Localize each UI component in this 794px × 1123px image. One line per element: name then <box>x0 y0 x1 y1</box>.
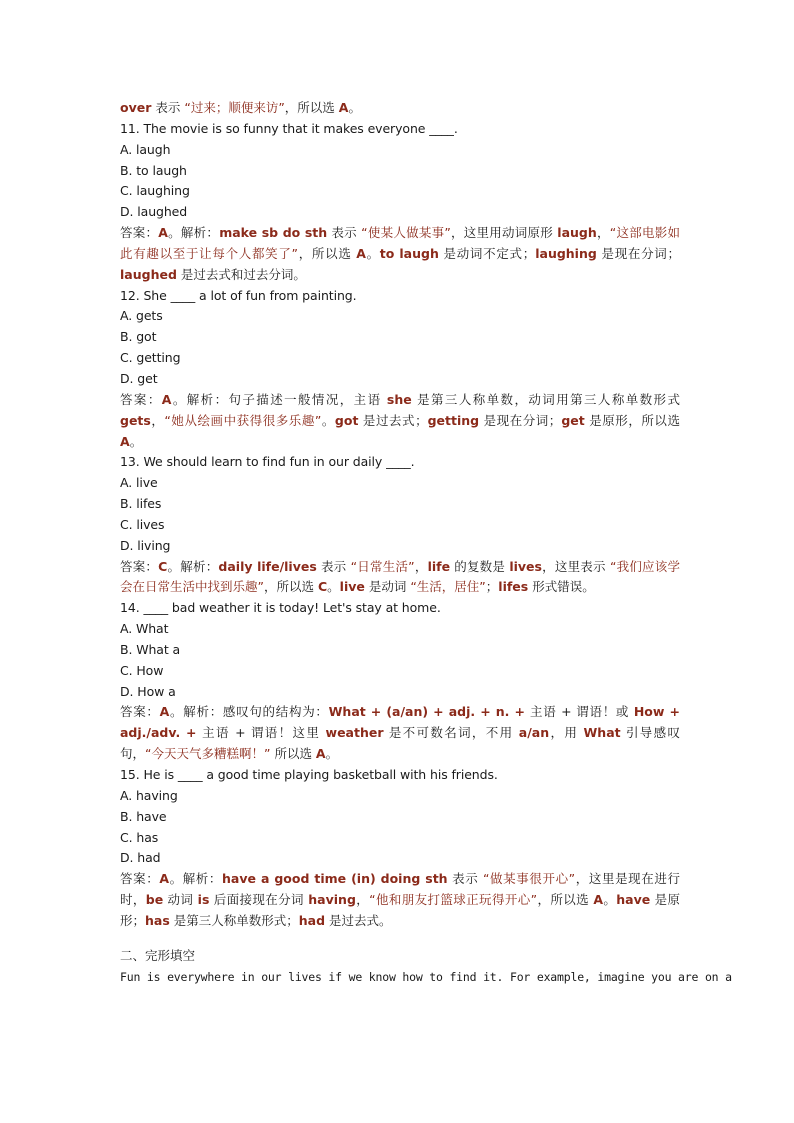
answer-explanation: 答案：A。解析：句子描述一般情况，主语 she 是第三人称单数，动词用第三人称单数形式 gets，“她从绘画中获得很多乐趣”。got 是过去式；getting 是现在分词；get 是原形，所以选 A。 <box>120 391 680 449</box>
previous-answer-tail: over 表示 “过来；顺便来访”，所以选 A。 <box>120 100 361 115</box>
question-stem: 15. He is ____ a good time playing basketball with his friends. <box>120 767 498 782</box>
question-stem: 14. ____ bad weather it is today! Let's stay at home. <box>120 600 441 616</box>
option-d: D. living <box>120 537 171 553</box>
passage-first-line: Fun is everywhere in our lives if we know how to find it. For example, imagine you are on a <box>120 969 732 984</box>
option-a: A. having <box>120 787 178 803</box>
option-b: B. to laugh <box>120 162 187 178</box>
option-b: B. What a <box>120 641 181 657</box>
answer-explanation: 答案：A。解析：have a good time (in) doing sth 表示 “做某事很开心”，这里是现在进行时，be 动词 is 后面接现在分词 having，“他和朋友打篮球正玩得开心”，所以选 A。have 是原形；has 是第三人称单数形式；had 是过去式。 <box>120 871 680 928</box>
option-d: D. had <box>120 850 161 866</box>
option-d: D. laughed <box>120 204 188 220</box>
answer-explanation: 答案：A。解析：感叹句的结构为：What + (a/an) + adj. + n. + 主语 + 谓语！或 How + adj./adv. + 主语 + 谓语！这里 weather 是不可数名词，不用 a/an，用 What 引导感叹句，“今天天气多糟糕啊！” 所以选 A。 <box>120 704 680 762</box>
answer-explanation: 答案：C。解析：daily life/lives 表示 “日常生活”，life 的复数是 lives，这里表示 “我们应该学会在日常生活中找到乐趣”，所以选 C。live 是动词 “生活，居住”；lifes 形式错误。 <box>120 558 680 595</box>
answer-explanation: 答案：A。解析：make sb do sth 表示 “使某人做某事”，这里用动词原形 laugh，“这部电影如此有趣以至于让每个人都笑了”，所以选 A。to laugh 是动词不定式；laughing 是现在分词；laughed 是过去式和过去分词。 <box>120 225 680 282</box>
option-d: D. get <box>120 370 158 386</box>
option-a: A. gets <box>120 308 163 324</box>
question-14 <box>120 598 680 765</box>
option-d: D. How a <box>120 683 176 699</box>
option-b: B. have <box>120 808 167 824</box>
option-a: A. What <box>120 621 169 637</box>
question-11 <box>120 119 680 286</box>
section-heading: 二、完形填空 <box>120 947 196 963</box>
option-b: B. got <box>120 329 157 345</box>
document-page <box>120 98 732 987</box>
option-c: C. lives <box>120 516 165 532</box>
question-stem: 12. She ____ a lot of fun from painting. <box>120 287 357 303</box>
question-12 <box>120 286 680 453</box>
option-a: A. laugh <box>120 141 171 157</box>
option-c: C. laughing <box>120 183 190 199</box>
question-stem: 11. The movie is so funny that it makes everyone ____. <box>120 120 458 136</box>
section-gap <box>120 932 680 946</box>
question-15 <box>120 765 680 932</box>
option-c: C. getting <box>120 350 181 366</box>
question-stem: 13. We should learn to find fun in our daily ____. <box>120 454 415 470</box>
option-c: C. How <box>120 662 164 678</box>
option-c: C. has <box>120 829 159 845</box>
option-b: B. lifes <box>120 496 162 512</box>
question-13 <box>120 452 680 598</box>
option-a: A. live <box>120 475 158 491</box>
